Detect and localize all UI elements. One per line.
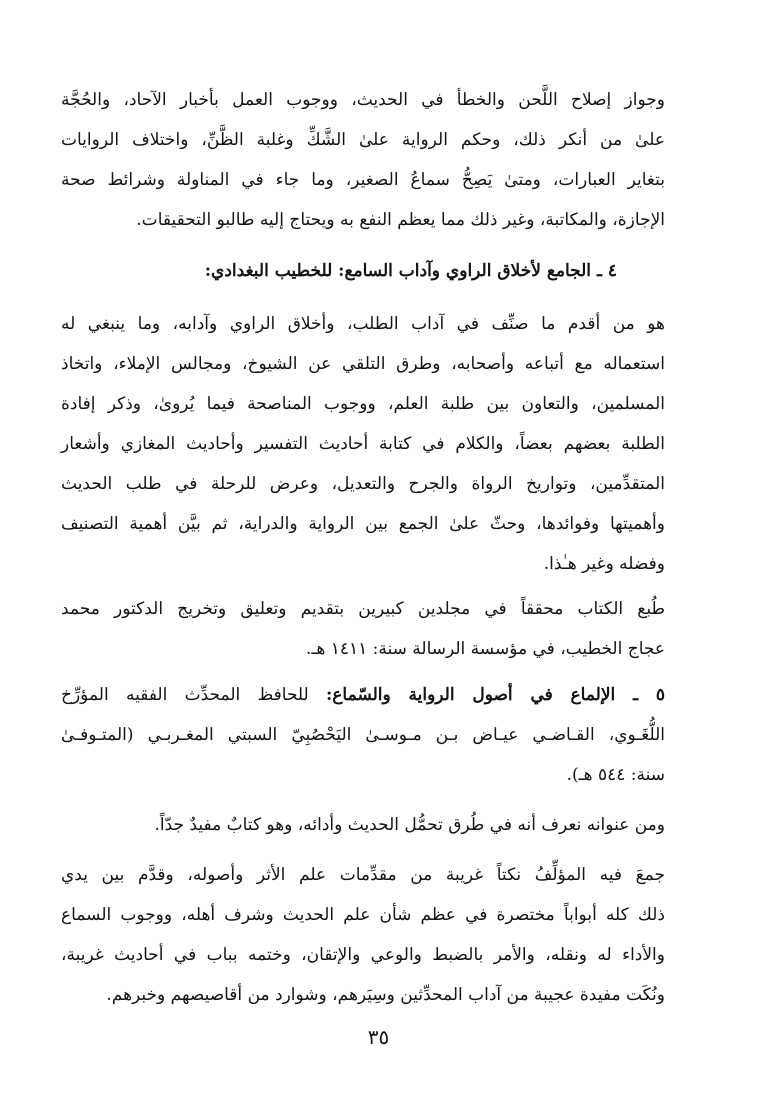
section-heading-5-author: للحافظ المحدِّث الفقيه المؤرِّخ [61,685,309,705]
paragraph-2-line-4: الطلبة بعضهم بعضاً، والكلام في كتابة أحاديث التفسير وأحاديث المغازي وأشعار [61,434,665,454]
section-heading-5-line-1 [61,675,665,715]
section-heading-4: ٤ ـ الجامع لأخلاق الراوي وآداب السامع: للخطيب البغدادي: [204,261,617,281]
page-number: ٣٥ [367,1025,390,1049]
paragraph-2-line-6: وأهميتها وفوائدها، وحثّ علىٰ الجمع بين الرواية والدراية، ثم بيَّن أهمية التصنيف [61,514,665,534]
paragraph-5-line-3: والأداء له ونقله، والأمر بالضبط والوعي والإتقان، وختمه بباب في أحاديث غريبة، [61,945,665,965]
paragraph-2-line-1: هو من أقدم ما صنِّف في آداب الطلب، وأخلاق الراوي وآدابه، وما ينبغي له [61,314,665,334]
paragraph-2-line-7: وفضله وغير هـٰذا. [543,554,665,574]
paragraph-2-line-5: المتقدِّمين، وتواريخ الرواة والجرح والتعديل، وعرض للرحلة في طلب الحديث [61,474,665,494]
section-heading-5-line-2: اللُّغَـوي، القـاضـي عيـاض بـن مـوسـىٰ اليَحْصُبِيّ السبتي المغـربـي (المتـوفـىٰ [61,725,665,745]
paragraph-1-line-1: وجواز إصلاح اللَّحن والخطأ في الحديث، ووجوب العمل بأخبار الآحاد، والحُجَّة [61,90,665,110]
paragraph-2-line-2: استعماله مع أتباعه وأصحابه، وطرق التلقي عن الشيوخ، ومجالس الإملاء، واتخاذ [61,354,665,374]
paragraph-5-line-4: ونُكَت مفيدة عجيبة من آداب المحدِّثين وسِيَرهم، وشوارد من أقاصيصهم وخبرهم. [106,985,665,1005]
paragraph-5-line-1: جمعَ فيه المؤلِّفُ نكتاً غريبة من مقدِّمات علم الأثر وأصوله، وقدَّم بين يدي [61,865,665,885]
paragraph-1-line-3: بتغاير العبارات، ومتىٰ يَصِحُّ سماعُ الصغير، وما جاء في المناولة وشرائط صحة [61,170,665,190]
paragraph-4: ومن عنوانه نعرف أنه في طُرق تحمُّل الحديث وأدائه، وهو كتابٌ مفيدٌ جدّاً. [154,815,665,835]
paragraph-3-line-2: عجاج الخطيب، في مؤسسة الرسالة سنة: ١٤١١ هـ. [305,639,665,659]
paragraph-1-line-2: علىٰ من أنكر ذلك، وحكم الرواية علىٰ الشَّكِّ وغلبة الظَّنِّ، واختلاف الروايات [61,130,665,150]
section-heading-5-line-3: سنة: ٥٤٤ هـ). [566,765,665,785]
paragraph-1-line-4: الإجازة، والمكاتبة، وغير ذلك مما يعظم النفع به ويحتاج إليه طالبو التحقيقات. [136,210,665,230]
paragraph-3-line-1: طُبع الكتاب محققاً في مجلدين كبيرين بتقديم وتعليق وتخريج الدكتور محمد [61,599,665,619]
paragraph-2-line-3: المسلمين، والتعاون بين طلبة العلم، ووجوب المناصحة فيما يُروىٰ، وذكر إفادة [61,394,665,414]
section-heading-5-title: ٥ ـ الإلماع في أصول الرواية والسّماع: [326,685,665,705]
paragraph-5-line-2: ذلك كله أبواباً مختصرة في عظم شأن علم الحديث وشرف أهله، ووجوب السماع [61,905,665,925]
